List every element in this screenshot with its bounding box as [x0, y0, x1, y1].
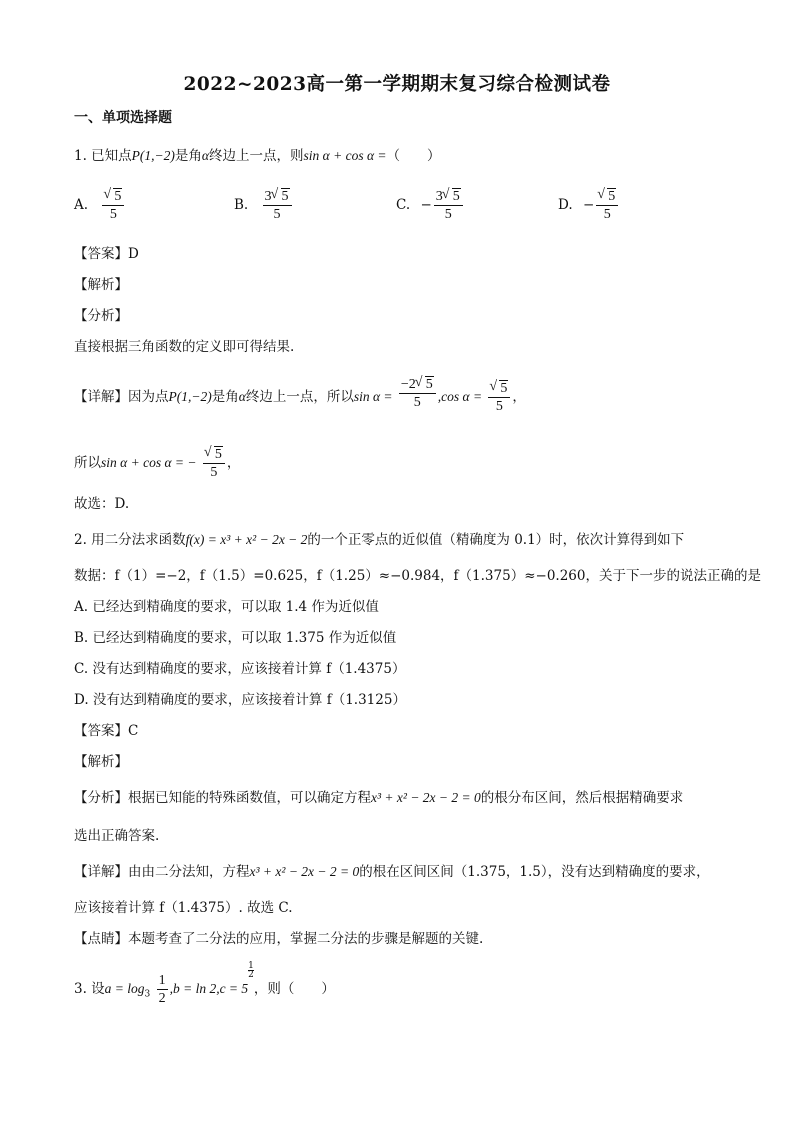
q2-detail-cont: 应该接着计算 f（1.4375）. 故选 C.: [74, 900, 293, 916]
q2-dianjing: 【点睛】本题考查了二分法的应用，掌握二分法的步骤是解题的关键.: [74, 931, 484, 947]
q1-answer: 【答案】D: [74, 246, 139, 262]
document-title: 2022~2023高一第一学期期末复习综合检测试卷: [183, 74, 611, 95]
q1-fenxi: 【分析】: [74, 308, 128, 324]
q1-choice: 故选：D.: [74, 496, 130, 512]
q2-option-c: C. 没有达到精确度的要求，应该接着计算 f（1.4375）: [74, 661, 406, 677]
q2-function: f(x) = x³ + x² − 2x − 2: [185, 532, 308, 547]
q1-option-d: D. − √ $\frac{5}{5}$: [558, 188, 620, 223]
q2-detail: 【详解】由由二分法知，方程x³ + x² − 2x − 2 = 0的根在区间区间（1.375，1.5），没有达到精确度的要求，: [74, 864, 710, 880]
fraction: √ $\frac{5}{5}$: [102, 188, 124, 223]
fraction: $\frac{3√ 5}{5}$: [434, 188, 463, 223]
q2-data: 数据：f（1）=−2，f（1.5）=0.625，f（1.25）≈−0.984，f（1.375）≈−0.260，关于下一步的说法正确的是: [74, 568, 761, 584]
q1-expression: sin α + cos α =: [303, 148, 387, 163]
q2-fenxi: 【分析】根据已知能的特殊函数值，可以确定方程x³ + x² − 2x − 2 = 0的根分布区间，然后根据精确要求: [74, 790, 684, 806]
q2-option-a: A. 已经达到精确度的要求，可以取 1.4 作为近似值: [74, 599, 379, 615]
q1-option-a: A. √ $\frac{5}{5}$: [74, 188, 126, 223]
q2-option-b: B. 已经达到精确度的要求，可以取 1.375 作为近似值: [74, 630, 397, 646]
q1-detail: 【详解】因为点P(1,−2)是角α终边上一点，所以sin α = $\frac{-2√ 5}{5}$ ,cos α = √ $\frac{5}{5}$ ，: [74, 380, 526, 415]
fraction: $\frac{3√ 5}{5}$: [263, 188, 292, 223]
section-heading: 一、单项选择题: [74, 110, 172, 126]
fraction: $\frac{-2√ 5}{5}$: [399, 376, 436, 411]
q2-option-d: D. 没有达到精确度的要求，应该接着计算 f（1.3125）: [74, 692, 406, 708]
q1-jiexi: 【解析】: [74, 277, 128, 293]
fraction: √ $\frac{5}{5}$: [596, 188, 618, 223]
q2-fenxi-cont: 选出正确答案.: [74, 828, 160, 844]
q3-stem: 3. 设$a = \log_3$ $\frac{1}{2}$ ,b = ln 2,c = 5 $^{\frac{1}{2}}$ ，则（ ）: [74, 961, 335, 1006]
q2-answer: 【答案】C: [74, 723, 139, 739]
q1-conclusion: 所以sin α + cos α = − √ $\frac{5}{5}$ ，: [74, 446, 240, 481]
q1-option-b: B. $\frac{3√ 5}{5}$: [234, 188, 294, 223]
q1-fenxi-text: 直接根据三角函数的定义即可得结果.: [74, 339, 295, 355]
q1-option-c: C. − $\frac{3√ 5}{5}$: [396, 188, 465, 223]
fraction: $\frac{1}{2}$: [158, 973, 166, 1006]
fraction: √ $\frac{5}{5}$: [488, 380, 510, 415]
q2-stem: 2. 用二分法求函数f(x) = x³ + x² − 2x − 2的一个正零点的近似值（精确度为 0.1）时，依次计算得到如下: [74, 532, 685, 548]
q1-stem: 1. 已知点P(1,−2)是角α终边上一点，则sin α + cos α =（ ）: [74, 148, 441, 164]
q1-point: P(1,−2): [131, 148, 175, 163]
q2-jiexi: 【解析】: [74, 754, 128, 770]
fraction: √ $\frac{5}{5}$: [203, 446, 225, 481]
